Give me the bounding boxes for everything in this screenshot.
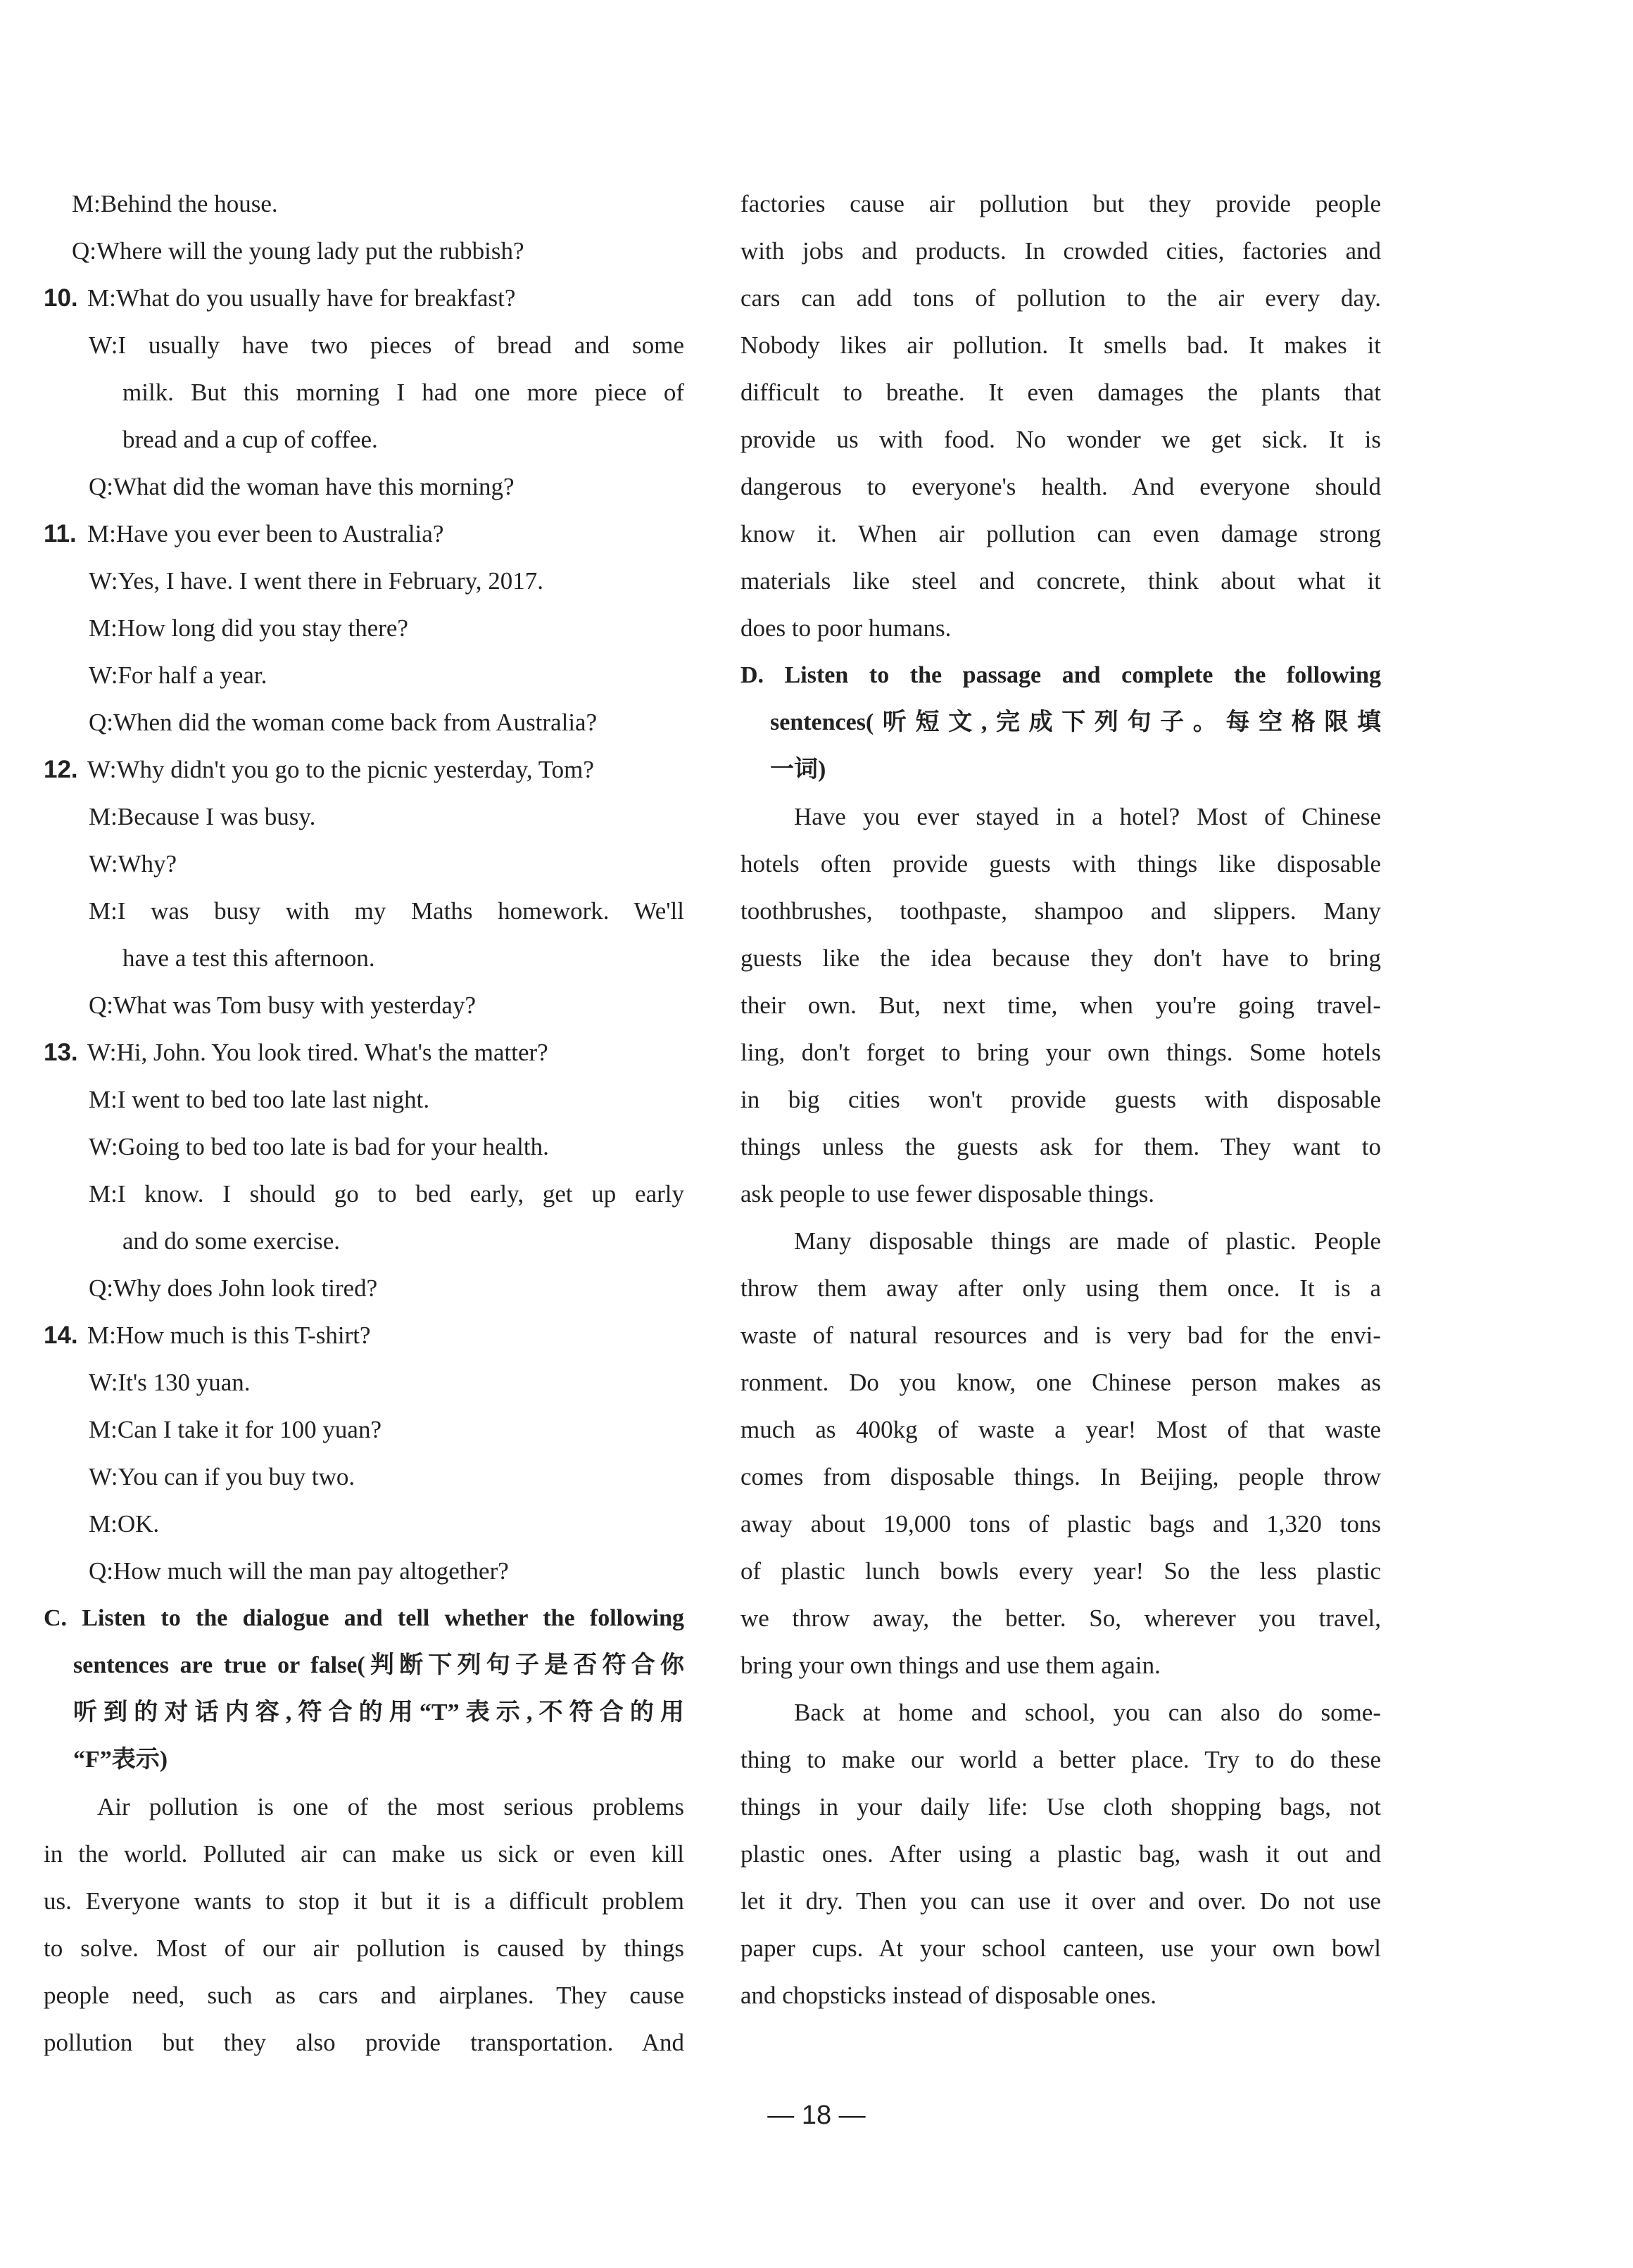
passage-line: thing to make our world a better place. Try to do these [740, 1746, 1381, 1773]
dialogue-line: W:Hi, John. You look tired. What's the matter? [87, 1039, 548, 1066]
passage-line: comes from disposable things. In Beijing, people throw [740, 1463, 1381, 1490]
question-line: Q:How much will the man pay altogether? [89, 1557, 509, 1585]
item-14 [44, 1312, 684, 1595]
item-12 [44, 746, 684, 1029]
dialogue-line: M:How long did you stay there? [89, 614, 408, 642]
passage-line: factories cause air pollution but they provide people [740, 190, 1381, 217]
dialogue-line: W:Going to bed too late is bad for your health. [89, 1133, 549, 1160]
passage-line: people need, such as cars and airplanes. They cause [44, 1982, 684, 2009]
passage-line: ling, don't forget to bring your own things. Some hotels [740, 1039, 1381, 1066]
question-line: Q:What was Tom busy with yesterday? [89, 992, 476, 1019]
passage-line: us. Everyone wants to stop it but it is a difficult problem [44, 1887, 684, 1915]
question-line: Q:What did the woman have this morning? [89, 473, 515, 500]
passage-d-paragraph-2 [740, 1217, 1381, 1689]
dialogue-line: M:Can I take it for 100 yuan? [89, 1416, 382, 1443]
item-13 [44, 1029, 684, 1312]
dialogue-line: M:I went to bed too late last night. [89, 1086, 430, 1113]
item-number: 11. [44, 520, 77, 547]
item-number: 14. [44, 1322, 78, 1349]
item-11 [44, 510, 684, 746]
passage-line: with jobs and products. In crowded cities, factories and [740, 237, 1381, 265]
passage-line: materials like steel and concrete, think about what it [740, 567, 1381, 595]
page-number: — 18 — [767, 2101, 866, 2130]
passage-line: in the world. Polluted air can make us sick or even kill [44, 1840, 684, 1868]
passage-line: we throw away, the better. So, wherever you travel, [740, 1604, 1381, 1632]
passage-line: things unless the guests ask for them. They want to [740, 1133, 1381, 1160]
dialogue-line: M:I was busy with my Maths homework. We'll [89, 897, 684, 925]
section-heading-line: sentences(听短文,完成下列句子。每空格限填 [770, 709, 1381, 735]
section-d-heading [740, 652, 1381, 793]
passage-line: bring your own things and use them again. [740, 1652, 1161, 1679]
section-heading-line: sentences are true or false(判断下列句子是否符合你 [73, 1652, 684, 1678]
dialogue-line: M:Have you ever been to Australia? [87, 520, 444, 547]
dialogue-line: M:What do you usually have for breakfast? [87, 284, 516, 312]
passage-line: their own. But, next time, when you're going travel- [740, 992, 1381, 1019]
passage-line: cars can add tons of pollution to the air every day. [740, 284, 1381, 312]
passage-line: ask people to use fewer disposable things. [740, 1180, 1155, 1208]
dialogue-line: W:For half a year. [89, 661, 267, 689]
passage-line: toothbrushes, toothpaste, shampoo and slippers. Many [740, 897, 1381, 925]
question-line: Q:Where will the young lady put the rubbish? [72, 237, 524, 265]
passage-line: away about 19,000 tons of plastic bags and 1,320 tons [740, 1510, 1381, 1538]
passage-line: paper cups. At your school canteen, use your own bowl [740, 1934, 1381, 1962]
dialogue-line: W:Why? [89, 850, 177, 878]
passage-c-part-1 [44, 1783, 684, 2066]
passage-line: ronment. Do you know, one Chinese person makes as [740, 1369, 1381, 1396]
passage-line: guests like the idea because they don't have to bring [740, 944, 1381, 972]
passage-line: Back at home and school, you can also do some- [794, 1699, 1381, 1726]
passage-line: Nobody likes air pollution. It smells bad. It makes it [740, 331, 1381, 359]
item-number: 13. [44, 1039, 78, 1066]
passage-c-part-2 [740, 180, 1381, 652]
passage-line: difficult to breathe. It even damages the plants that [740, 379, 1381, 406]
passage-line: dangerous to everyone's health. And everyone should [740, 473, 1381, 500]
passage-line: things in your daily life: Use cloth shopping bags, not [740, 1793, 1381, 1820]
dialogue-line: W:I usually have two pieces of bread and some [89, 331, 684, 359]
dialogue-line: W:Why didn't you go to the picnic yesterday, Tom? [87, 756, 594, 783]
dialogue-line: M:I know. I should go to bed early, get up early [89, 1180, 684, 1208]
passage-line: much as 400kg of waste a year! Most of that waste [740, 1416, 1381, 1443]
dialogue-line: have a test this afternoon. [122, 944, 375, 972]
dialogue-line: M:OK. [89, 1510, 160, 1538]
dialogue-line: W:Yes, I have. I went there in February, 2017. [89, 567, 544, 595]
passage-line: waste of natural resources and is very bad for the envi- [740, 1322, 1381, 1349]
passage-line: in big cities won't provide guests with disposable [740, 1086, 1381, 1113]
dialogue-line: and do some exercise. [122, 1227, 341, 1255]
section-heading-line: 听到的对话内容,符合的用“T”表示,不符合的用 [73, 1699, 684, 1725]
section-heading-line: D. Listen to the passage and complete the following [740, 662, 1381, 688]
dialogue-line: milk. But this morning I had one more piece of [122, 379, 684, 406]
section-heading-line: “F”表示) [73, 1747, 168, 1773]
section-heading-line: C. Listen to the dialogue and tell whether the following [44, 1605, 684, 1631]
section-c-heading [44, 1595, 684, 1783]
dialogue-line: bread and a cup of coffee. [122, 426, 378, 453]
passage-line: pollution but they also provide transportation. And [44, 2029, 684, 2056]
passage-line: hotels often provide guests with things like disposable [740, 850, 1381, 878]
passage-d-paragraph-1 [740, 793, 1381, 1217]
passage-line: let it dry. Then you can use it over and over. Do not use [740, 1887, 1381, 1915]
passage-line: does to poor humans. [740, 614, 952, 642]
item-number: 12. [44, 756, 78, 783]
passage-line: of plastic lunch bowls every year! So the less plastic [740, 1557, 1381, 1585]
dialogue-line: W:It's 130 yuan. [89, 1369, 251, 1396]
dialogue-line: W:You can if you buy two. [89, 1463, 355, 1490]
passage-line: Have you ever stayed in a hotel? Most of Chinese [794, 803, 1381, 830]
passage-d-paragraph-3 [740, 1689, 1381, 2019]
passage-line: Many disposable things are made of plastic. People [794, 1227, 1381, 1255]
passage-line: provide us with food. No wonder we get sick. It is [740, 426, 1381, 453]
item-10 [44, 274, 684, 510]
passage-line: know it. When air pollution can even damage strong [740, 520, 1381, 547]
passage-line: plastic ones. After using a plastic bag, wash it out and [740, 1840, 1381, 1868]
dialogue-line: M:How much is this T-shirt? [87, 1322, 371, 1349]
passage-line: and chopsticks instead of disposable ones. [740, 1982, 1157, 2009]
passage-line: Air pollution is one of the most serious problems [97, 1793, 684, 1820]
question-line: Q:When did the woman come back from Australia? [89, 709, 598, 736]
dialogue-line: M:Because I was busy. [89, 803, 316, 830]
left-column [44, 180, 684, 2066]
dialogue-line: M:Behind the house. [72, 190, 278, 217]
question-line: Q:Why does John look tired? [89, 1274, 378, 1302]
section-heading-line: 一词) [770, 756, 826, 783]
passage-line: to solve. Most of our air pollution is caused by things [44, 1934, 684, 1962]
item-number: 10. [44, 284, 78, 312]
right-column [740, 180, 1381, 2019]
passage-line: throw them away after only using them once. It is a [740, 1274, 1381, 1302]
